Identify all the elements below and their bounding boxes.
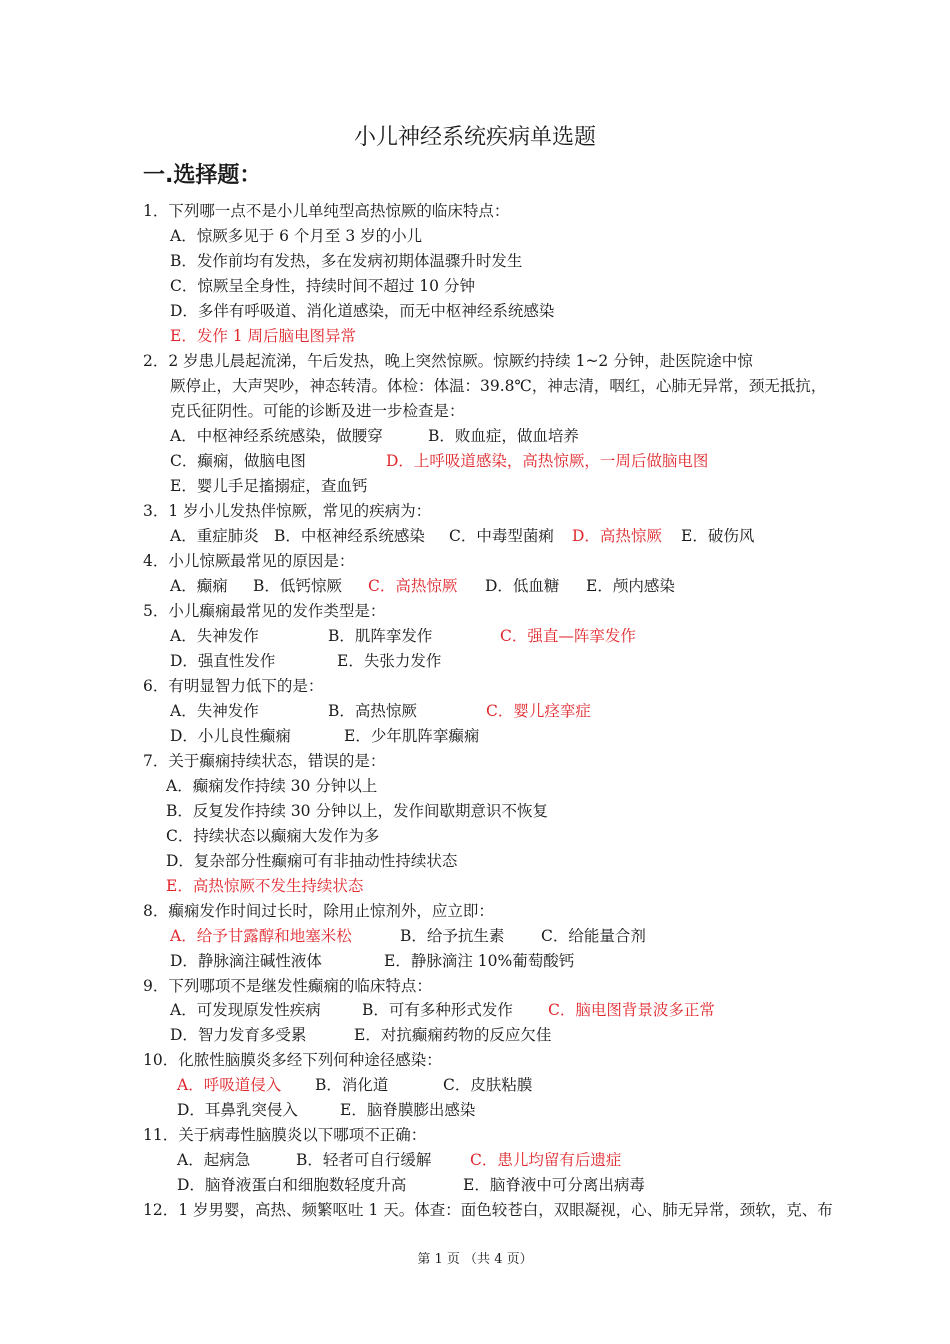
question-8-option-b: B．给予抗生素 <box>400 927 505 945</box>
question-7-option-d: D．复杂部分性癫痫可有非抽动性持续状态 <box>166 852 458 870</box>
question-6-answer-c: C．婴儿痉挛症 <box>486 702 591 720</box>
question-6-option-e: E．少年肌阵挛癫痫 <box>344 727 480 745</box>
question-2-option-c: C．癫痫，做脑电图 <box>170 452 306 470</box>
question-8-option-c: C．给能量合剂 <box>541 927 646 945</box>
question-3-option-a: A．重症肺炎 <box>170 527 259 545</box>
question-5-stem: 5．小儿癫痫最常见的发作类型是： <box>143 602 386 620</box>
question-10-stem: 10．化脓性脑膜炎多经下列何种途径感染： <box>143 1051 442 1069</box>
question-7-answer-e: E．高热惊厥不发生持续状态 <box>166 877 364 895</box>
question-1-answer-e: E．发作 1 周后脑电图异常 <box>170 327 357 345</box>
question-2-stem-line-3: 克氏征阴性。可能的诊断及进一步检查是： <box>170 402 465 420</box>
question-1-option-d: D．多伴有呼吸道、消化道感染，而无中枢神经系统感染 <box>170 302 555 320</box>
question-10-option-e: E．脑脊膜膨出感染 <box>340 1101 476 1119</box>
question-3-option-b: B．中枢神经系统感染 <box>274 527 425 545</box>
question-7-option-a: A．癫痫发作持续 30 分钟以上 <box>166 777 378 795</box>
question-5-option-b: B．肌阵挛发作 <box>328 627 433 645</box>
question-6-option-d: D．小儿良性癫痫 <box>170 727 291 745</box>
question-6-option-b: B．高热惊厥 <box>328 702 417 720</box>
question-4-stem: 4．小儿惊厥最常见的原因是： <box>143 552 355 570</box>
question-10-option-d: D．耳鼻乳突侵入 <box>177 1101 298 1119</box>
question-2-stem-line-1: 2．2 岁患儿晨起流涕，午后发热，晚上突然惊厥。惊厥约持续 1~2 分钟，赴医院途中惊 <box>143 352 753 370</box>
question-4-option-e: E．颅内感染 <box>586 577 675 595</box>
question-2-option-b: B．败血症，做血培养 <box>428 427 579 445</box>
question-1-option-b: B．发作前均有发热，多在发病初期体温骤升时发生 <box>170 252 523 270</box>
question-2-stem-line-2: 厥停止，大声哭吵，神态转清。体检：体温：39.8℃，神志清，咽红，心肺无异常，颈无抵抗， <box>170 377 827 395</box>
question-4-option-a: A．癫痫 <box>170 577 228 595</box>
question-1-option-c: C．惊厥呈全身性，持续时间不超过 10 分钟 <box>170 277 475 295</box>
question-9-stem-line: 9．下列哪项不是继发性癫痫的临床特点： <box>143 977 432 995</box>
question-1-stem: 1．下列哪一点不是小儿单纯型高热惊厥的临床特点： <box>143 202 510 220</box>
question-1-option-a: A．惊厥多见于 6 个月至 3 岁的小儿 <box>170 227 423 245</box>
question-10-option-c: C．皮肤粘膜 <box>443 1076 533 1094</box>
question-11-stem: 11．关于病毒性脑膜炎以下哪项不正确： <box>143 1126 427 1144</box>
question-5-option-d: D．强直性发作 <box>170 652 276 670</box>
question-11-option-e: E．脑脊液中可分离出病毒 <box>463 1176 645 1194</box>
question-7-option-c: C．持续状态以癫痫大发作为多 <box>166 827 380 845</box>
question-9-opt-a: A．可发现原发性疾病 <box>170 1001 321 1019</box>
question-4-answer-c: C．高热惊厥 <box>368 577 458 595</box>
question-10-option-b: B．消化道 <box>315 1076 389 1094</box>
question-2-answer-d: D．上呼吸道感染，高热惊厥，一周后做脑电图 <box>386 452 709 470</box>
question-5-option-e: E．失张力发作 <box>337 652 442 670</box>
question-11-answer-c: C．患儿均留有后遗症 <box>470 1151 622 1169</box>
question-8-answer-a: A．给予甘露醇和地塞米松 <box>170 927 352 945</box>
question-5-answer-c: C．强直—阵挛发作 <box>500 627 636 645</box>
question-3-stem: 3．1 岁小儿发热伴惊厥，常见的疾病为： <box>143 502 432 520</box>
question-3-option-c: C．中毒型菌痢 <box>449 527 554 545</box>
question-6-stem: 6．有明显智力低下的是： <box>143 677 324 695</box>
question-2-option-a: A．中枢神经系统感染，做腰穿 <box>170 427 383 445</box>
question-2-option-e: E．婴儿手足搐搦症，查血钙 <box>170 477 368 495</box>
section-heading: 一.选择题： <box>143 163 262 188</box>
question-6-option-a: A．失神发作 <box>170 702 259 720</box>
question-10-answer-a: A．呼吸道侵入 <box>177 1076 282 1094</box>
page-footer: 第 1 页 （共 4 页） <box>417 1252 533 1267</box>
question-7-stem: 7．关于癫痫持续状态，错误的是： <box>143 752 386 770</box>
question-11-option-b: B．轻者可自行缓解 <box>296 1151 432 1169</box>
question-9-answer-c: C．脑电图背景波多正常 <box>548 1001 715 1019</box>
question-9-option-e: E．对抗癫痫药物的反应欠佳 <box>354 1026 552 1044</box>
page-title: 小儿神经系统疾病单选题 <box>353 125 596 150</box>
question-3-answer-d: D．高热惊厥 <box>572 527 662 545</box>
question-11-option-d: D．脑脊液蛋白和细胞数轻度升高 <box>177 1176 407 1194</box>
question-12-stem: 12．1 岁男婴，高热、频繁呕吐 1 天。体查：面色较苍白，双眼凝视，心、肺无异常，颈软，克、布 <box>143 1201 833 1219</box>
question-8-option-e: E．静脉滴注 10%葡萄酸钙 <box>384 952 575 970</box>
question-5-option-a: A．失神发作 <box>170 627 259 645</box>
question-8-option-d: D．静脉滴注碱性液体 <box>170 952 322 970</box>
question-4-option-d: D．低血糖 <box>485 577 560 595</box>
question-3-option-e: E．破伤风 <box>681 527 755 545</box>
question-4-option-b: B．低钙惊厥 <box>253 577 342 595</box>
question-9-option-d: D．智力发育多受累 <box>170 1026 307 1044</box>
question-9-option-b: B．可有多种形式发作 <box>362 1001 513 1019</box>
question-7-option-b: B．反复发作持续 30 分钟以上，发作间歇期意识不恢复 <box>166 802 548 820</box>
question-11-option-a: A．起病急 <box>177 1151 251 1169</box>
question-8-stem: 8．癫痫发作时间过长时，除用止惊剂外，应立即： <box>143 902 494 920</box>
